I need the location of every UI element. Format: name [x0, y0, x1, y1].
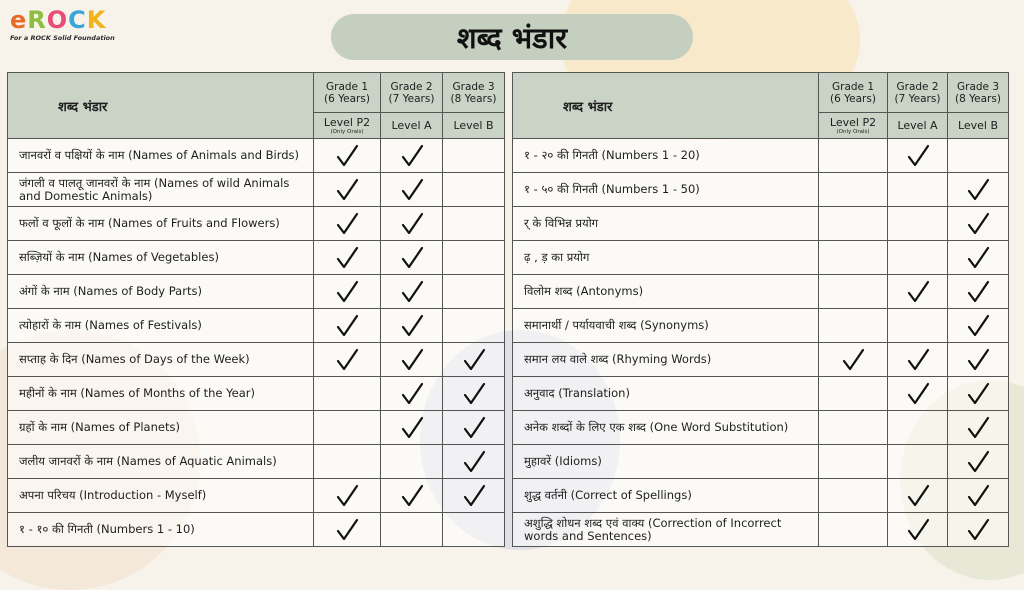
grade-2-mark-cell	[381, 479, 443, 513]
grade-2-mark-cell	[888, 173, 948, 207]
table-row	[513, 445, 1009, 479]
grade-age: (7 Years)	[894, 92, 941, 105]
check-icon	[314, 348, 380, 372]
check-icon	[381, 246, 442, 270]
grade-1-mark-cell	[314, 275, 381, 309]
grade-2-mark-cell	[888, 207, 948, 241]
check-icon	[948, 314, 1008, 338]
grade-label: Grade 1	[325, 80, 369, 93]
grade-2-mark-cell	[381, 241, 443, 275]
check-icon	[888, 348, 947, 372]
check-icon	[381, 144, 442, 168]
grade-3-mark-cell	[443, 309, 505, 343]
grade-1-mark-cell	[819, 411, 888, 445]
grade-age: (6 Years)	[324, 92, 370, 105]
check-icon	[948, 348, 1008, 372]
grade-3-mark-cell	[443, 241, 505, 275]
check-icon	[314, 314, 380, 338]
grade-3-mark-cell	[443, 275, 505, 309]
grade-2-mark-cell	[888, 479, 948, 513]
level-label: Level P2	[323, 115, 371, 129]
grade-1-mark-cell	[314, 343, 381, 377]
grade-age: (6 Years)	[830, 92, 876, 105]
grade-2-mark-cell	[381, 309, 443, 343]
grade-3-mark-cell	[443, 173, 505, 207]
check-icon	[948, 416, 1008, 440]
table-row	[8, 479, 505, 513]
level-a-header: Level A	[888, 113, 948, 139]
grade-age: (7 Years)	[388, 92, 435, 105]
level-label: Level P2	[829, 115, 877, 129]
grade-1-mark-cell	[314, 513, 381, 547]
check-icon	[443, 416, 504, 440]
table-row	[8, 241, 505, 275]
table-row	[8, 309, 505, 343]
grade-label: Grade 1	[831, 80, 875, 93]
table-row	[513, 479, 1009, 513]
grade-1-mark-cell	[819, 275, 888, 309]
topic-cell: फलों व फूलों के नाम (Names of Fruits and Flowers)	[8, 207, 314, 241]
grade-1-mark-cell	[314, 445, 381, 479]
grade-3-mark-cell	[948, 173, 1009, 207]
grade-2-mark-cell	[381, 275, 443, 309]
level-p2-header	[314, 113, 381, 139]
grade-3-mark-cell	[948, 445, 1009, 479]
grade-2-mark-cell	[381, 207, 443, 241]
check-icon	[888, 144, 947, 168]
table-row	[513, 173, 1009, 207]
grade-1-mark-cell	[314, 377, 381, 411]
table-row	[513, 241, 1009, 275]
topic-cell: विलोम शब्द (Antonyms)	[513, 275, 819, 309]
check-icon	[888, 518, 947, 542]
grade-1-mark-cell	[819, 513, 888, 547]
table-row	[8, 207, 505, 241]
grade-1-mark-cell	[819, 241, 888, 275]
grade-1-mark-cell	[314, 241, 381, 275]
grade-1-mark-cell	[819, 139, 888, 173]
grade-2-mark-cell	[381, 343, 443, 377]
check-icon	[381, 484, 442, 508]
check-icon	[948, 280, 1008, 304]
topic-cell: सब्ज़ियों के नाम (Names of Vegetables)	[8, 241, 314, 275]
check-icon	[888, 280, 947, 304]
grade-3-mark-cell	[443, 513, 505, 547]
right-topic-table	[512, 72, 1009, 547]
check-icon	[948, 212, 1008, 236]
table-row	[8, 275, 505, 309]
grade-3-mark-cell	[948, 479, 1009, 513]
topic-cell: समान लय वाले शब्द (Rhyming Words)	[513, 343, 819, 377]
topic-cell: अनेक शब्दों के लिए एक शब्द (One Word Substitution)	[513, 411, 819, 445]
table-row	[513, 275, 1009, 309]
grade-1-header	[314, 73, 381, 113]
table-row	[8, 173, 505, 207]
check-icon	[314, 518, 380, 542]
grade-1-mark-cell	[314, 411, 381, 445]
grade-2-mark-cell	[888, 377, 948, 411]
level-a-header: Level A	[381, 113, 443, 139]
grade-1-mark-cell	[314, 479, 381, 513]
check-icon	[948, 518, 1008, 542]
table-row	[8, 411, 505, 445]
topic-cell: अपना परिचय (Introduction - Myself)	[8, 479, 314, 513]
level-b-header: Level B	[948, 113, 1009, 139]
check-icon	[888, 484, 947, 508]
topic-cell: र् के विभिन्न प्रयोग	[513, 207, 819, 241]
grade-3-mark-cell	[443, 139, 505, 173]
grade-2-mark-cell	[381, 173, 443, 207]
grade-2-mark-cell	[381, 139, 443, 173]
topic-cell: त्योहारों के नाम (Names of Festivals)	[8, 309, 314, 343]
topic-cell: समानार्थी / पर्यायवाची शब्द (Synonyms)	[513, 309, 819, 343]
grade-1-mark-cell	[819, 445, 888, 479]
topic-cell: अंगों के नाम (Names of Body Parts)	[8, 275, 314, 309]
check-icon	[381, 280, 442, 304]
level-note: (Only Orals)	[330, 128, 364, 135]
table-row	[513, 139, 1009, 173]
check-icon	[314, 212, 380, 236]
grade-3-mark-cell	[443, 445, 505, 479]
grade-3-header	[948, 73, 1009, 113]
grade-3-mark-cell	[948, 513, 1009, 547]
logo-tagline: For a ROCK Solid Foundation	[10, 34, 115, 42]
grade-2-header	[888, 73, 948, 113]
table-row	[8, 513, 505, 547]
grade-1-mark-cell	[314, 139, 381, 173]
table-heading: शब्द भंडार	[513, 73, 819, 139]
grade-1-mark-cell	[314, 207, 381, 241]
grade-3-mark-cell	[948, 207, 1009, 241]
grade-1-mark-cell	[314, 309, 381, 343]
grade-label: Grade 2	[390, 80, 433, 93]
grade-3-mark-cell	[443, 343, 505, 377]
grade-2-header	[381, 73, 443, 113]
table-row	[513, 377, 1009, 411]
check-icon	[948, 178, 1008, 202]
table-row	[8, 377, 505, 411]
grade-2-mark-cell	[381, 377, 443, 411]
check-icon	[948, 382, 1008, 406]
grade-1-mark-cell	[819, 309, 888, 343]
level-p2-header	[819, 113, 888, 139]
table-row	[8, 445, 505, 479]
grade-age: (8 Years)	[450, 92, 497, 105]
check-icon	[381, 382, 442, 406]
check-icon	[381, 314, 442, 338]
topic-cell: जंगली व पालतू जानवरों के नाम (Names of wild Animals and Domestic Animals)	[8, 173, 314, 207]
check-icon	[381, 348, 442, 372]
table-row	[8, 343, 505, 377]
topic-cell: अशुद्धि शोधन शब्द एवं वाक्य (Correction of Incorrect words and Sentences)	[513, 513, 819, 547]
check-icon	[314, 246, 380, 270]
brand-logo	[10, 8, 115, 42]
grade-3-mark-cell	[443, 377, 505, 411]
grade-age: (8 Years)	[955, 92, 1001, 105]
check-icon	[888, 382, 947, 406]
grade-2-mark-cell	[381, 513, 443, 547]
topic-cell: १ - ५० की गिनती (Numbers 1 - 50)	[513, 173, 819, 207]
grade-1-mark-cell	[819, 479, 888, 513]
grade-2-mark-cell	[888, 241, 948, 275]
topic-cell: १ - २० की गिनती (Numbers 1 - 20)	[513, 139, 819, 173]
grade-2-mark-cell	[888, 513, 948, 547]
grade-3-mark-cell	[443, 207, 505, 241]
check-icon	[314, 144, 380, 168]
topic-cell: मुहावरें (Idioms)	[513, 445, 819, 479]
grade-3-header	[443, 73, 505, 113]
table-row	[513, 343, 1009, 377]
grade-2-mark-cell	[888, 139, 948, 173]
grade-3-mark-cell	[948, 241, 1009, 275]
grade-2-mark-cell	[888, 343, 948, 377]
check-icon	[314, 178, 380, 202]
check-icon	[381, 212, 442, 236]
check-icon	[443, 450, 504, 474]
grade-1-mark-cell	[819, 377, 888, 411]
grade-2-mark-cell	[888, 275, 948, 309]
level-note: (Only Orals)	[836, 128, 870, 135]
grade-1-mark-cell	[819, 207, 888, 241]
grade-label: Grade 3	[452, 80, 495, 93]
grade-3-mark-cell	[948, 343, 1009, 377]
grade-label: Grade 2	[896, 80, 939, 93]
table-row	[513, 513, 1009, 547]
topic-cell: ग्रहों के नाम (Names of Planets)	[8, 411, 314, 445]
check-icon	[819, 348, 887, 372]
table-row	[513, 207, 1009, 241]
grade-2-mark-cell	[888, 445, 948, 479]
table-row	[513, 309, 1009, 343]
check-icon	[948, 246, 1008, 270]
grade-3-mark-cell	[443, 411, 505, 445]
grade-3-mark-cell	[948, 377, 1009, 411]
topic-cell: महीनों के नाम (Names of Months of the Year)	[8, 377, 314, 411]
grade-3-mark-cell	[948, 411, 1009, 445]
logo-wordmark: eROCK	[10, 6, 107, 34]
grade-2-mark-cell	[381, 411, 443, 445]
topic-cell: ढ़ , ड़ का प्रयोग	[513, 241, 819, 275]
topic-cell: अनुवाद (Translation)	[513, 377, 819, 411]
grade-2-mark-cell	[381, 445, 443, 479]
grade-3-mark-cell	[948, 139, 1009, 173]
check-icon	[443, 484, 504, 508]
grade-1-header	[819, 73, 888, 113]
page-title: शब्द भंडार	[331, 14, 693, 60]
left-topic-table	[7, 72, 505, 547]
topic-cell: जानवरों व पक्षियों के नाम (Names of Animals and Birds)	[8, 139, 314, 173]
topic-cell: सप्ताह के दिन (Names of Days of the Week)	[8, 343, 314, 377]
grade-1-mark-cell	[819, 343, 888, 377]
check-icon	[314, 280, 380, 304]
grade-1-mark-cell	[819, 173, 888, 207]
check-icon	[381, 416, 442, 440]
level-b-header: Level B	[443, 113, 505, 139]
grade-2-mark-cell	[888, 411, 948, 445]
topic-cell: १ - १० की गिनती (Numbers 1 - 10)	[8, 513, 314, 547]
grade-3-mark-cell	[948, 309, 1009, 343]
table-row	[8, 139, 505, 173]
table-row	[513, 411, 1009, 445]
grade-1-mark-cell	[314, 173, 381, 207]
check-icon	[443, 348, 504, 372]
grade-3-mark-cell	[948, 275, 1009, 309]
grade-label: Grade 3	[956, 80, 1000, 93]
table-heading: शब्द भंडार	[8, 73, 314, 139]
grade-3-mark-cell	[443, 479, 505, 513]
topic-cell: जलीय जानवरों के नाम (Names of Aquatic Animals)	[8, 445, 314, 479]
grade-2-mark-cell	[888, 309, 948, 343]
check-icon	[381, 178, 442, 202]
topic-cell: शुद्ध वर्तनी (Correct of Spellings)	[513, 479, 819, 513]
check-icon	[314, 484, 380, 508]
check-icon	[948, 450, 1008, 474]
check-icon	[443, 382, 504, 406]
check-icon	[948, 484, 1008, 508]
